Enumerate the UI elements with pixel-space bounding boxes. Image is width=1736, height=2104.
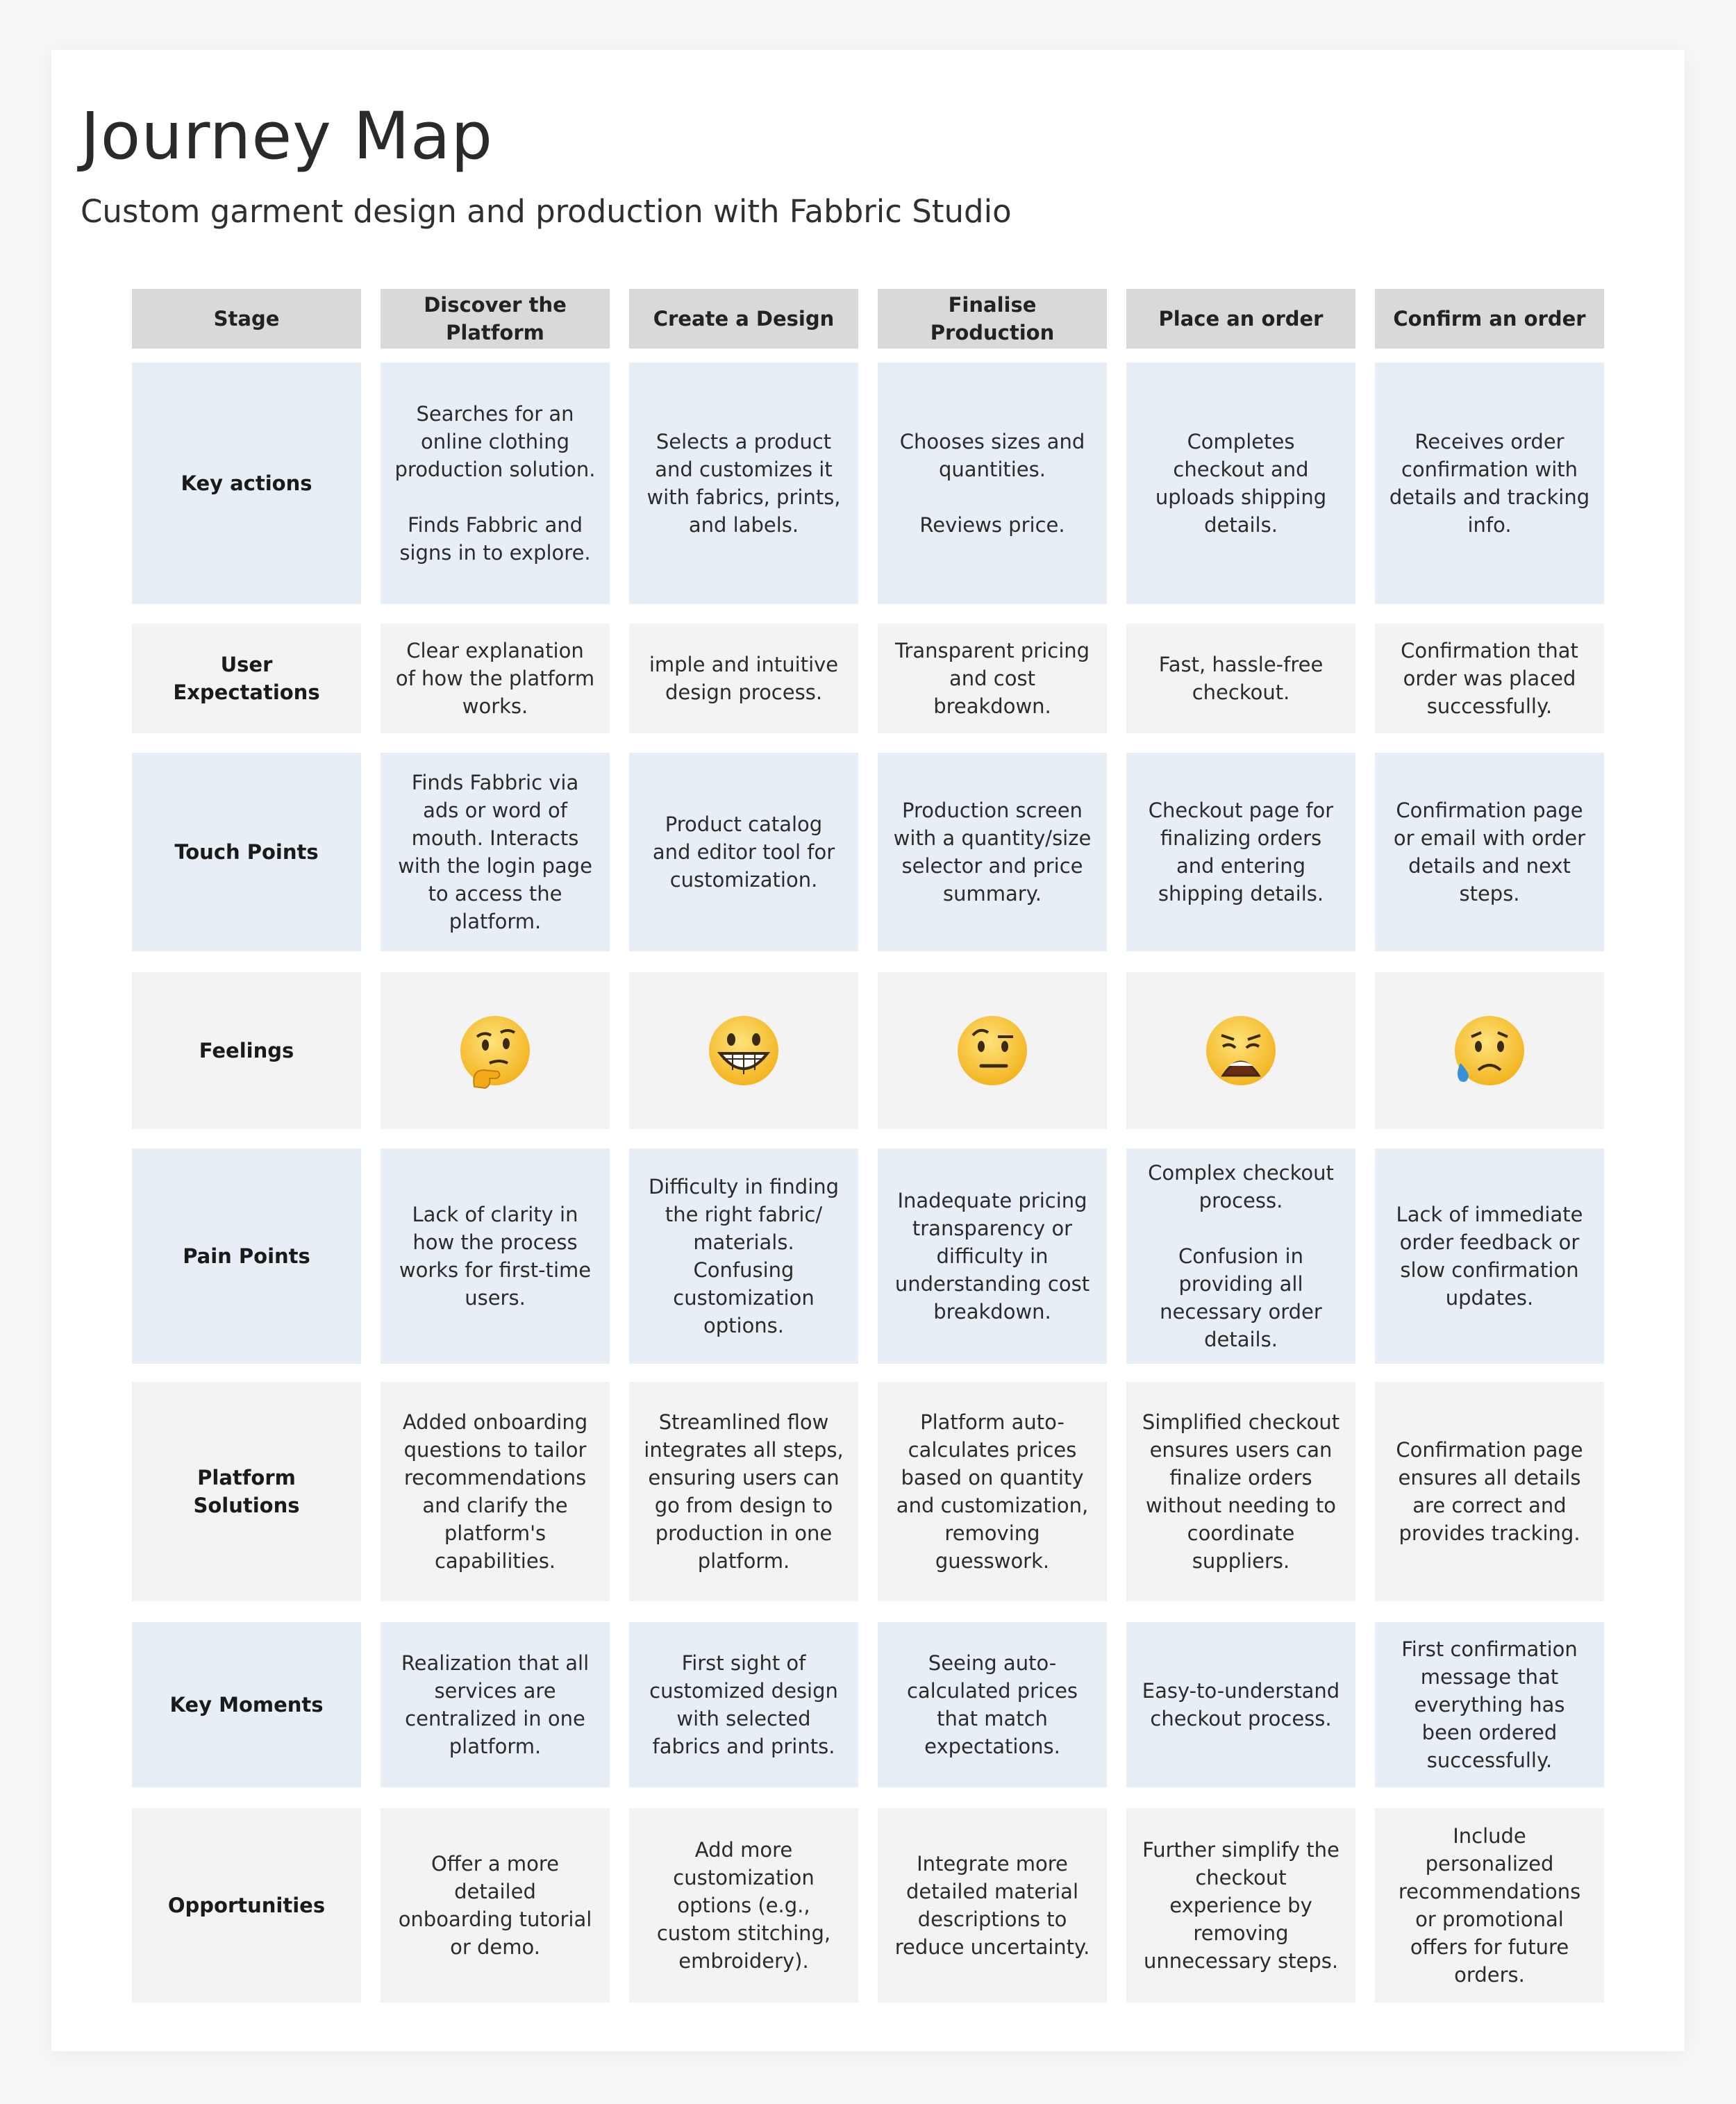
touch-points-place-cell <box>1126 753 1355 951</box>
sad-sweat-face-icon <box>1451 1012 1528 1089</box>
cell-text: Clear explanation of how the platform works. <box>395 639 595 718</box>
cell-text: Production screen with a quantity/size selector and price summary. <box>893 799 1092 905</box>
cell-text: Searches for an online clothing production solution. Finds Fabbric and signs in to explore. <box>394 402 596 565</box>
row-label-platform-solutions: Platform Solutions <box>132 1382 361 1601</box>
feelings-place-cell <box>1126 972 1355 1129</box>
weary-face-icon <box>1202 1012 1280 1089</box>
platform-solutions-create-cell <box>629 1382 858 1601</box>
opportunities-discover-cell <box>381 1808 610 2003</box>
row-label-feelings: Feelings <box>132 972 361 1129</box>
row-label-user-expectations: User Expectations <box>132 624 361 733</box>
key-actions-discover-cell <box>381 362 610 604</box>
row-label-touch-points: Touch Points <box>132 753 361 951</box>
grinning-face-icon <box>705 1012 783 1089</box>
cell-text: First sight of customized design with selected fabrics and prints. <box>649 1651 838 1758</box>
pain-points-place-cell <box>1126 1149 1355 1364</box>
page-subtitle: Custom garment design and production with Fabbric Studio <box>81 193 1012 230</box>
row-label-key-actions: Key actions <box>132 362 361 604</box>
pain-points-finalise-cell <box>878 1149 1107 1364</box>
user-expectations-place-cell <box>1126 624 1355 733</box>
platform-solutions-confirm-cell <box>1375 1382 1604 1601</box>
key-actions-finalise-cell <box>878 362 1107 604</box>
cell-text: Confirmation page or email with order details and next steps. <box>1393 799 1586 905</box>
cell-text: Include personalized recommendations or promotional offers for future orders. <box>1398 1824 1581 1987</box>
cell-text: Fast, hassle-free checkout. <box>1158 653 1324 704</box>
feelings-discover-cell <box>381 972 610 1129</box>
key-moments-discover-cell <box>381 1622 610 1787</box>
cell-text: Lack of immediate order feedback or slow confirmation updates. <box>1396 1203 1583 1310</box>
feelings-finalise-cell <box>878 972 1107 1129</box>
header-confirm: Confirm an order <box>1375 289 1604 349</box>
pain-points-create-cell <box>629 1149 858 1364</box>
cell-text: Finds Fabbric via ads or word of mouth. Interacts with the login page to access the platform. <box>398 771 592 933</box>
touch-points-confirm-cell <box>1375 753 1604 951</box>
touch-points-finalise-cell <box>878 753 1107 951</box>
cell-text: Further simplify the checkout experience by removing unnecessary steps. <box>1142 1838 1339 1973</box>
opportunities-finalise-cell <box>878 1808 1107 2003</box>
platform-solutions-place-cell <box>1126 1382 1355 1601</box>
touch-points-discover-cell <box>381 753 610 951</box>
header-discover: Discover the Platform <box>381 289 610 349</box>
cell-text: Confirmation page ensures all details are correct and provides tracking. <box>1396 1438 1583 1545</box>
cell-text: Simplified checkout ensures users can finalize orders without needing to coordinate suppliers. <box>1142 1410 1340 1573</box>
key-moments-finalise-cell <box>878 1622 1107 1787</box>
header-finalise: Finalise Production <box>878 289 1107 349</box>
cell-text: Seeing auto-calculated prices that match expectations. <box>906 1651 1078 1758</box>
header-place: Place an order <box>1126 289 1355 349</box>
cell-text: Platform auto-calculates prices based on quantity and customization, removing guesswork. <box>896 1410 1089 1573</box>
row-label-opportunities: Opportunities <box>132 1808 361 2003</box>
pain-points-discover-cell <box>381 1149 610 1364</box>
cell-text: Inadequate pricing transparency or difficulty in understanding cost breakdown. <box>894 1189 1090 1324</box>
opportunities-place-cell <box>1126 1808 1355 2003</box>
thinking-face-icon <box>456 1012 534 1089</box>
cell-text: Complex checkout process. Confusion in providing all necessary order details. <box>1148 1161 1334 1351</box>
raised-eyebrow-face-icon <box>953 1012 1031 1089</box>
key-actions-create-cell <box>629 362 858 604</box>
cell-text: Realization that all services are centralized in one platform. <box>401 1651 590 1758</box>
cell-text: Add more customization options (e.g., custom stitching, embroidery). <box>656 1838 831 1973</box>
cell-text: Selects a product and customizes it with fabrics, prints, and labels. <box>646 430 841 537</box>
row-label-key-moments: Key Moments <box>132 1622 361 1787</box>
feelings-create-cell <box>629 972 858 1129</box>
cell-text: Checkout page for finalizing orders and entering shipping details. <box>1148 799 1334 905</box>
cell-text: Difficulty in finding the right fabric/ materials. Confusing customization options. <box>648 1175 840 1337</box>
touch-points-create-cell <box>629 753 858 951</box>
cell-text: Offer a more detailed onboarding tutorial or demo. <box>398 1852 592 1959</box>
cell-text: Chooses sizes and quantities. Reviews price. <box>899 430 1085 537</box>
key-actions-place-cell <box>1126 362 1355 604</box>
key-moments-create-cell <box>629 1622 858 1787</box>
cell-text: Receives order confirmation with details and tracking info. <box>1389 430 1590 537</box>
cell-text: First confirmation message that everything has been ordered successfully. <box>1401 1637 1578 1772</box>
row-label-pain-points: Pain Points <box>132 1149 361 1364</box>
pain-points-confirm-cell <box>1375 1149 1604 1364</box>
cell-text: Transparent pricing and cost breakdown. <box>894 639 1090 718</box>
key-moments-place-cell <box>1126 1622 1355 1787</box>
page-title: Journey Map <box>81 99 494 174</box>
key-moments-confirm-cell <box>1375 1622 1604 1787</box>
user-expectations-finalise-cell <box>878 624 1107 733</box>
cell-text: Easy-to-understand checkout process. <box>1142 1679 1340 1730</box>
key-actions-confirm-cell <box>1375 362 1604 604</box>
header-stage: Stage <box>132 289 361 349</box>
user-expectations-create-cell <box>629 624 858 733</box>
cell-text: Streamlined flow integrates all steps, ensuring users can go from design to production in one platform. <box>644 1410 844 1573</box>
cell-text: Integrate more detailed material descriptions to reduce uncertainty. <box>894 1852 1090 1959</box>
user-expectations-confirm-cell <box>1375 624 1604 733</box>
opportunities-create-cell <box>629 1808 858 2003</box>
cell-text: Confirmation that order was placed successfully. <box>1401 639 1578 718</box>
cell-text: Product catalog and editor tool for customization. <box>652 812 835 892</box>
platform-solutions-finalise-cell <box>878 1382 1107 1601</box>
header-create: Create a Design <box>629 289 858 349</box>
user-expectations-discover-cell <box>381 624 610 733</box>
cell-text: Added onboarding questions to tailor recommendations and clarify the platform's capabilities. <box>402 1410 588 1573</box>
cell-text: imple and intuitive design process. <box>649 653 839 704</box>
platform-solutions-discover-cell <box>381 1382 610 1601</box>
cell-text: Completes checkout and uploads shipping details. <box>1155 430 1327 537</box>
cell-text: Lack of clarity in how the process works for first-time users. <box>399 1203 592 1310</box>
feelings-confirm-cell <box>1375 972 1604 1129</box>
opportunities-confirm-cell <box>1375 1808 1604 2003</box>
